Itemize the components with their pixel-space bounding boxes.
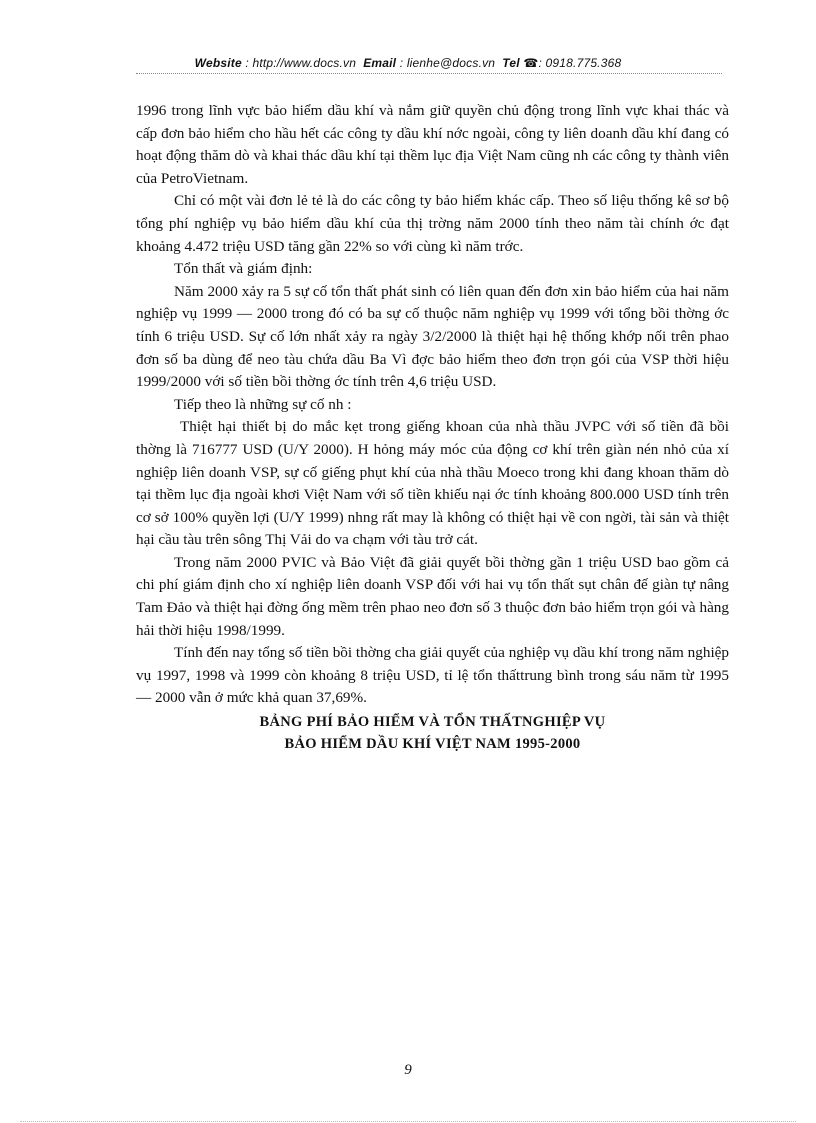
document-body (136, 100, 729, 755)
paragraph-outstanding-claims: Tính đến nay tổng số tiền bồi thờng cha giải quyết của nghiệp vụ dầu khí trong năm nghiệp vụ 1997, 1998 và 1999 còn khoảng 8 triệu USD, tỉ lệ tổn thấttrung bình trong sáu năm từ 1995 — 2000 vẫn ở mức khả quan 37,69%. (136, 644, 729, 707)
header-divider (136, 73, 722, 74)
table-title-line-1: BẢNG PHÍ BẢO HIỂM VÀ TỔN THẤTNGHIỆP VỤ (259, 714, 606, 731)
paragraph-next-incidents: Tiếp theo là những sự cố nh : (174, 395, 352, 413)
tel-label: Tel (502, 56, 520, 70)
email-label: Email (363, 56, 397, 70)
table-title-line-2: BẢO HIỂM DẦU KHÍ VIỆT NAM 1995-2000 (284, 736, 581, 753)
footer-divider (20, 1121, 796, 1122)
paragraph-premium-stats: Chỉ có một vài đơn lẻ tẻ là do các công ty bảo hiểm khác cấp. Theo số liệu thống kê sơ bộ tổng phí nghiệp vụ bảo hiểm dầu khí của thị trờng năm 2000 tính theo năm tài chính ớc đạt khoảng 4.472 triệu USD tăng gần 22% so với cùng kì năm trớc. (136, 192, 729, 255)
paragraph-continuation: 1996 trong lĩnh vực bảo hiểm dầu khí và nắm giữ quyền chủ động trong lĩnh vực khai thác và cấp đơn bảo hiểm cho hầu hết các công ty dầu khí nớc ngoài, công ty liên doanh dầu khí đang có hoạt động thăm dò và khai thác dầu khí tại thềm lục địa Việt Nam cũng nh các công ty thành viên của PetroVietnam. (136, 102, 729, 187)
tel-number: : 0918.775.368 (538, 56, 622, 70)
section-heading-losses: Tổn thất và giám định: (174, 260, 313, 278)
paragraph-jvpc-damage: Thiệt hại thiết bị do mắc kẹt trong giếng khoan của nhà thầu JVPC với số tiền đã bồi thờng là 716777 USD (U/Y 2000). H hỏng máy móc của động cơ khí trên giàn nén nhỏ của xí nghiệp liên doanh VSP, sự cố giếng phụt khí của nhà thầu Moeco trong khi đang khoan thăm dò tại thềm lục địa ngoài khơi Việt Nam với số tiền khiếu nại ớc tính khoảng 800.000 USD tính trên cơ sở 100% quyền lợi (U/Y 1999) nhng rất may là không có thiệt hại về con ngời, tài sản và thiệt hại cầu tàu trên sông Thị Vải do va chạm với tàu trở cát. (136, 418, 729, 549)
email-address[interactable]: : lienhe@docs.vn (399, 56, 496, 70)
website-label: Website (194, 56, 242, 70)
paragraph-claims-settled: Trong năm 2000 PVIC và Bảo Việt đã giải quyết bồi thờng gần 1 triệu USD bao gồm cả chi phí giám định cho xí nghiệp liên doanh VSP đối với hai vụ tổn thất sụt chân đế giàn tự nâng Tam Đảo và thiệt hại đờng ống mềm trên phao neo đơn số 3 thuộc đơn bảo hiểm trọn gói và hàng hải thời hiệu 1998/1999. (136, 553, 729, 639)
phone-icon: ☎ (523, 56, 539, 70)
paragraph-incidents-2000: Năm 2000 xảy ra 5 sự cố tổn thất phát sinh có liên quan đến đơn xin bảo hiểm của hai năm nghiệp vụ 1999 — 2000 trong đó có ba sự cố thuộc năm nghiệp vụ 1999 với tổng bồi thờng ớc tính 6 triệu USD. Sự cố lớn nhất xảy ra ngày 3/2/2000 là thiệt hại hệ thống khớp nối trên phao đơn số ba dùng để neo tàu chứa dầu Ba Vì đợc bảo hiểm theo đơn trọn gói của VSP thời hiệu 1999/2000 với số tiền bồi thờng ớc tính trên 4,6 triệu USD. (136, 282, 729, 391)
table-title (136, 711, 729, 755)
page-header (0, 56, 816, 70)
website-url[interactable]: : http://www.docs.vn (245, 56, 357, 70)
page-number: 9 (404, 1062, 412, 1078)
